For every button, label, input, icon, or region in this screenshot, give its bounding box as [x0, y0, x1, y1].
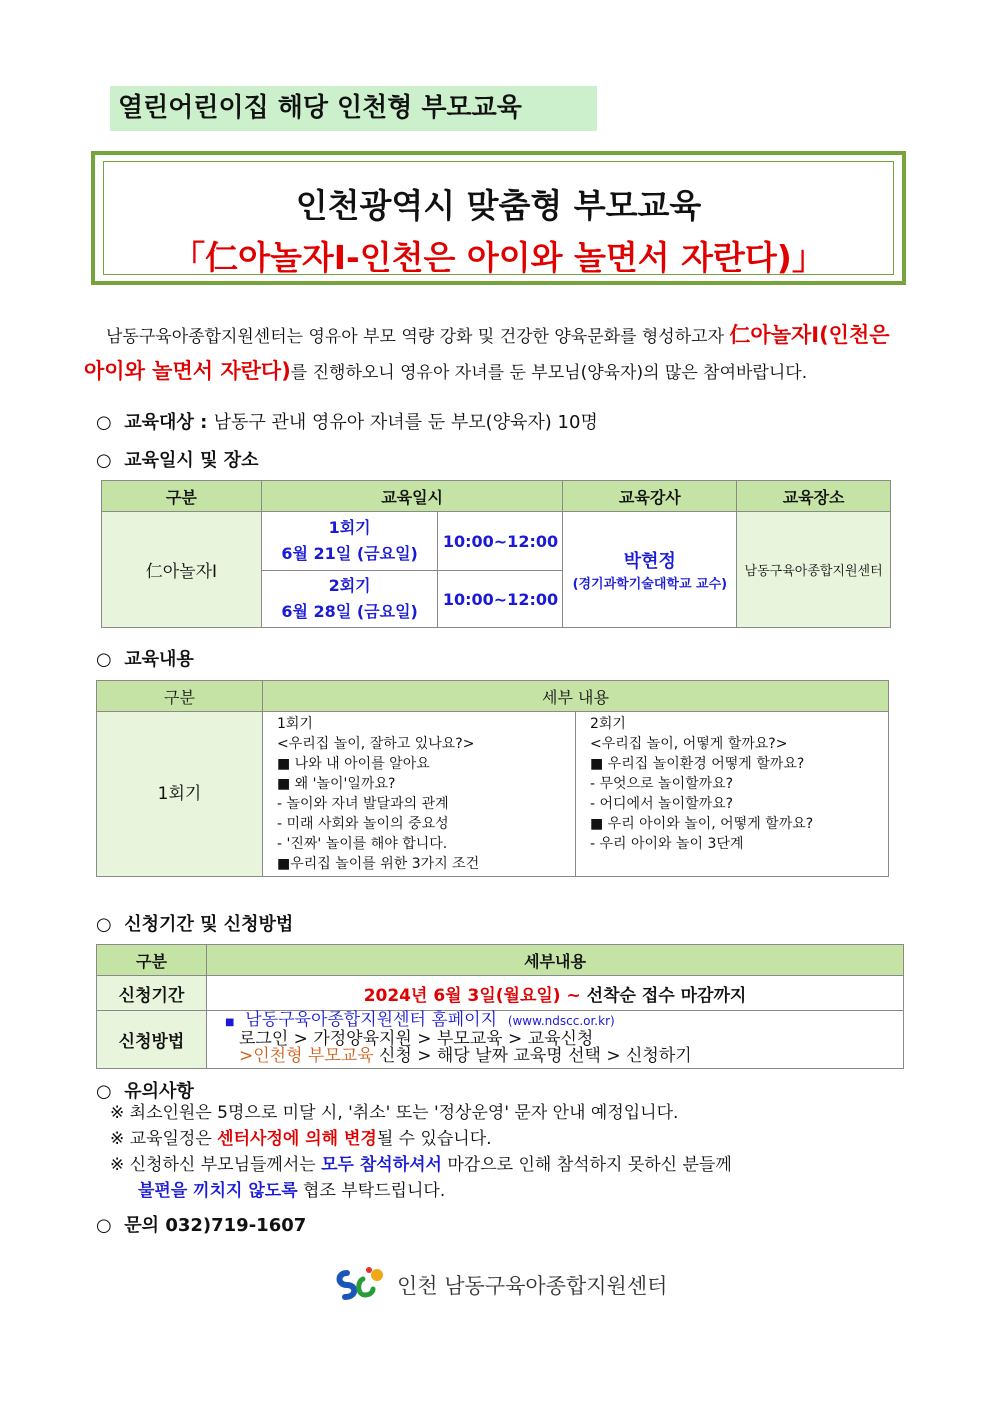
session-time: 10:00~12:00 — [438, 512, 563, 571]
note-highlight: 센터사정에 의해 변경 — [217, 1129, 377, 1149]
session-time: 10:00~12:00 — [438, 571, 563, 628]
content-line: <우리집 놀이, 잘하고 있나요?> — [277, 736, 475, 752]
col-header: 교육강사 — [563, 481, 737, 512]
method-steps-rest: 신청 > 해당 날짜 교육명 선택 > 신청하기 — [373, 1046, 692, 1066]
content-line: - '진짜' 놀이를 해야 합니다. — [277, 836, 448, 852]
contact-label: 문의 — [124, 1215, 160, 1236]
note-highlight: 모두 참석하셔서 — [321, 1155, 442, 1175]
schedule-heading-text: 교육일시 및 장소 — [124, 450, 259, 471]
target-value: 남동구 관내 영유아 자녀를 둔 부모(양육자) 10명 — [213, 412, 598, 433]
note-highlight: 불편을 끼치지 않도록 — [138, 1181, 298, 1201]
notes-heading-text: 유의사항 — [124, 1081, 194, 1102]
table-row — [97, 1011, 904, 1069]
period-value — [207, 976, 904, 1011]
content-line: ■ 우리집 놀이환경 어떻게 할까요? — [590, 756, 805, 772]
note-3-cont — [110, 1178, 732, 1204]
session-cell — [261, 512, 438, 571]
content-line: ■우리집 놀이를 위한 3가지 조건 — [277, 856, 480, 872]
col-header: 교육장소 — [737, 481, 891, 512]
method-steps-2 — [225, 1048, 902, 1065]
content-line: ■ 우리 아이와 놀이, 어떻게 할까요? — [590, 816, 814, 832]
circle-bullet-icon: ○ — [96, 1215, 112, 1236]
col-header: 교육일시 — [261, 481, 563, 512]
method-label: 신청방법 — [97, 1011, 207, 1069]
method-homepage: 남동구육아종합지원센터 홈페이지 — [245, 1010, 497, 1030]
session-date: 6월 28일 (금요일) — [281, 602, 418, 621]
page-title: 인천광역시 맞춤형 부모교육 — [295, 186, 702, 225]
note-text: 마감으로 인해 참석하지 못하신 분들께 — [441, 1155, 732, 1175]
intro-highlight-2: 아이와 놀면서 자란다) — [84, 359, 291, 383]
note-2 — [110, 1126, 732, 1152]
footer-logo — [333, 1265, 667, 1305]
col-header: 구분 — [97, 945, 207, 976]
content-line: <우리집 놀이, 어떻게 할까요?> — [590, 736, 788, 752]
square-bullet-icon: ■ — [225, 1017, 235, 1028]
session-round: 1회기 — [328, 518, 371, 537]
table-row — [97, 976, 904, 1011]
col-header: 구분 — [102, 481, 262, 512]
schedule-heading — [96, 446, 259, 472]
method-url[interactable]: (www.ndscc.or.kr) — [507, 1014, 615, 1028]
content-col-2 — [576, 712, 889, 877]
content-line: - 어디에서 놀이할까요? — [590, 796, 734, 812]
program-cell: 仁아놀자Ⅰ — [102, 512, 262, 628]
circle-bullet-icon: ○ — [96, 914, 112, 935]
circle-bullet-icon: ○ — [96, 450, 112, 471]
category-tag: 열린어린이집 해당 인천형 부모교육 — [110, 86, 597, 131]
footer-org-name: 인천 남동구육아종합지원센터 — [397, 1274, 668, 1298]
circle-bullet-icon: ○ — [96, 412, 112, 433]
content-line: - 우리 아이와 놀이 3단계 — [590, 836, 744, 852]
table-header-row — [102, 481, 891, 512]
apply-heading — [96, 910, 293, 936]
title-box — [91, 151, 906, 285]
content-line: - 미래 사회와 놀이의 중요성 — [277, 816, 449, 832]
instructor-cell — [563, 512, 737, 628]
table-header-row — [97, 945, 904, 976]
intro-text: 남동구육아종합지원센터는 영유아 부모 역량 강화 및 건강한 양육문화를 형성하고자 — [106, 327, 730, 347]
apply-table — [96, 944, 904, 1069]
content-row-label: 1회기 — [97, 712, 263, 877]
content-line: ■ 나와 내 아이를 알아요 — [277, 756, 430, 772]
instructor-affiliation: (경기과학기술대학교 교수) — [572, 577, 728, 592]
intro-text-2: 를 진행하오니 영유아 자녀를 둔 부모님(양육자)의 많은 참여바랍니다. — [290, 363, 808, 383]
center-logo-icon — [333, 1265, 389, 1305]
period-rest: 선착순 접수 마감까지 — [580, 985, 747, 1006]
target-label: 교육대상 : — [124, 412, 208, 433]
session-round: 2회기 — [328, 576, 371, 595]
method-steps-1: 로그인 > 가정양육지원 > 부모교육 > 교육신청 — [239, 1029, 594, 1049]
contact-phone: 032)719-1607 — [165, 1215, 307, 1236]
content-col-1 — [263, 712, 576, 877]
period-date: 2024년 6월 3일(월요일) ~ — [363, 985, 581, 1006]
content-heading — [96, 645, 194, 671]
content-line: 1회기 — [277, 716, 313, 732]
notes-list — [110, 1100, 732, 1204]
table-header-row — [97, 681, 889, 712]
note-text: ※ 교육일정은 — [110, 1129, 218, 1149]
col-header: 세부 내용 — [263, 681, 889, 712]
target-line — [96, 408, 598, 434]
note-1: ※ 최소인원은 5명으로 미달 시, '취소' 또는 '정상운영' 문자 안내 예정입니다. — [110, 1103, 679, 1123]
method-value — [207, 1011, 904, 1069]
apply-heading-text: 신청기간 및 신청방법 — [124, 914, 294, 935]
note-text: ※ 신청하신 부모님들께서는 — [110, 1155, 322, 1175]
table-row — [102, 512, 891, 571]
col-header: 세부내용 — [207, 945, 904, 976]
table-row — [97, 712, 889, 877]
intro-highlight-1: 仁아놀자Ⅰ(인천은 — [729, 323, 890, 347]
instructor-name: 박현정 — [623, 551, 676, 572]
content-line: - 무엇으로 놀이할까요? — [590, 776, 734, 792]
session-date: 6월 21일 (금요일) — [281, 544, 418, 563]
content-table — [96, 680, 889, 877]
venue-cell: 남동구육아종합지원센터 — [737, 512, 891, 628]
method-steps-highlight: >인천형 부모교육 — [239, 1046, 374, 1066]
schedule-table — [101, 480, 891, 628]
period-label: 신청기간 — [97, 976, 207, 1011]
content-line: - 놀이와 자녀 발달과의 관계 — [277, 796, 449, 812]
intro-paragraph — [84, 318, 910, 390]
session-cell — [261, 571, 438, 628]
content-line: ■ 왜 '놀이'일까요? — [277, 776, 396, 792]
content-line: 2회기 — [590, 716, 626, 732]
note-text: 협조 부탁드립니다. — [297, 1181, 446, 1201]
note-3 — [110, 1152, 732, 1178]
content-heading-text: 교육내용 — [124, 649, 194, 670]
circle-bullet-icon: ○ — [96, 649, 112, 670]
contact-line — [96, 1211, 306, 1237]
program-title: 「仁아놀자Ⅰ-인천은 아이와 놀면서 자란다)」 — [172, 238, 825, 277]
note-text: 될 수 있습니다. — [376, 1129, 492, 1149]
circle-bullet-icon: ○ — [96, 1081, 112, 1102]
col-header: 구분 — [97, 681, 263, 712]
